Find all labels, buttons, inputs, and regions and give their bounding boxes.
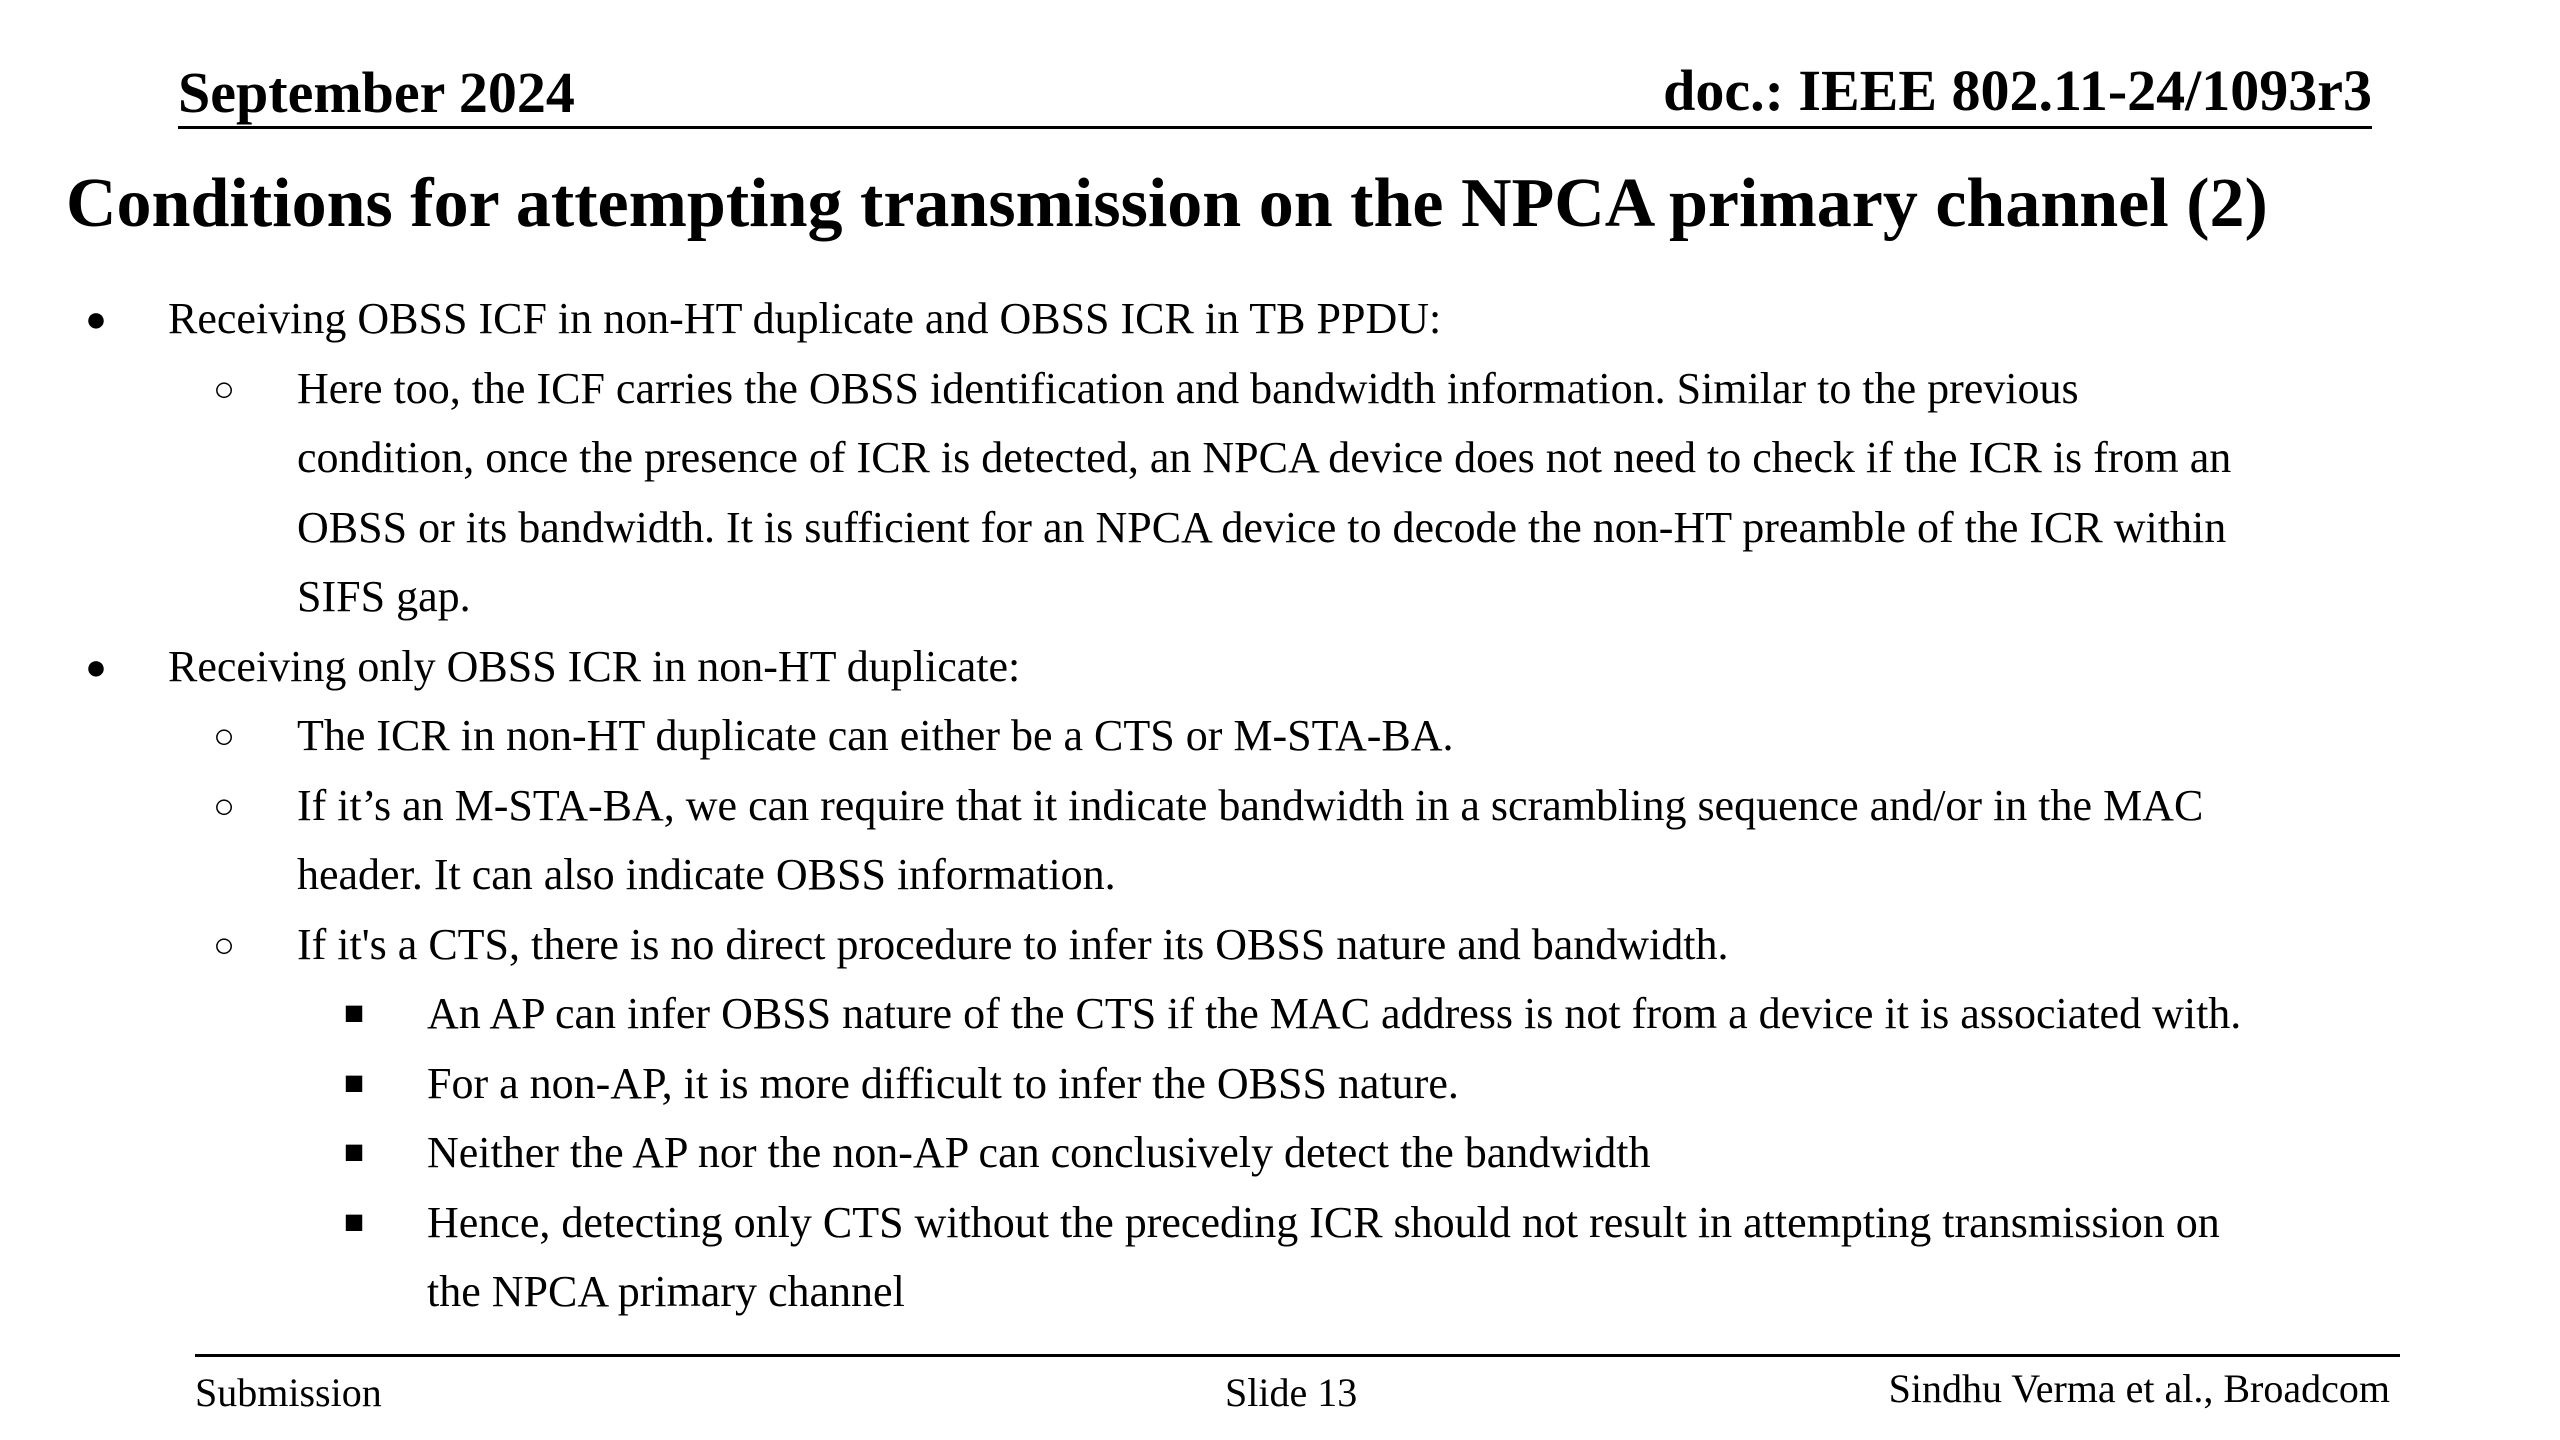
bullet-2-3-text: If it's a CTS, there is no direct procedure to infer its OBSS nature and bandwidth. xyxy=(297,920,1729,969)
header-divider xyxy=(178,126,2372,129)
bullet-2-3-2-text: For a non-AP, it is more difficult to infer the OBSS nature. xyxy=(427,1059,1459,1108)
slide-title: Conditions for attempting transmission on the NPCA primary channel (2) xyxy=(66,165,2268,242)
bullet-2-3-4-line-2: the NPCA primary channel xyxy=(427,1267,905,1316)
header-doc-id: doc.: IEEE 802.11-24/1093r3 xyxy=(1663,58,2372,123)
bullet-circle-icon: ○ xyxy=(213,786,235,826)
bullet-circle-icon: ○ xyxy=(213,369,235,409)
bullet-dot-icon: ● xyxy=(85,299,107,339)
bullet-square-icon: ■ xyxy=(343,1065,365,1102)
bullet-2-text: Receiving only OBSS ICR in non-HT duplicate: xyxy=(168,642,1021,691)
bullet-1-1-line-1: Here too, the ICF carries the OBSS identification and bandwidth information. Similar to the previous xyxy=(297,364,2079,413)
bullet-1-text: Receiving OBSS ICF in non-HT duplicate and OBSS ICR in TB PPDU: xyxy=(168,294,1442,343)
footer-divider xyxy=(195,1354,2400,1357)
header-date: September 2024 xyxy=(178,60,575,125)
footer-slide-number: Slide 13 xyxy=(1225,1370,1358,1415)
bullet-2-1-text: The ICR in non-HT duplicate can either be a CTS or M-STA-BA. xyxy=(297,711,1454,760)
bullet-1-1-line-4: SIFS gap. xyxy=(297,572,471,621)
bullet-1-1-line-3: OBSS or its bandwidth. It is sufficient for an NPCA device to decode the non-HT preamble of the ICR within xyxy=(297,503,2227,552)
bullet-2-3-4-line-1: Hence, detecting only CTS without the preceding ICR should not result in attempting transmission on xyxy=(427,1198,2220,1247)
footer-submission: Submission xyxy=(195,1370,382,1415)
bullet-circle-icon: ○ xyxy=(213,925,235,965)
bullet-2-3-3-text: Neither the AP nor the non-AP can conclusively detect the bandwidth xyxy=(427,1128,1651,1177)
footer-author: Sindhu Verma et al., Broadcom xyxy=(1888,1366,2390,1411)
bullet-1-1-line-2: condition, once the presence of ICR is detected, an NPCA device does not need to check if the ICR is from an xyxy=(297,433,2232,482)
bullet-square-icon: ■ xyxy=(343,995,365,1032)
bullet-2-2-line-2: header. It can also indicate OBSS information. xyxy=(297,850,1116,899)
bullet-square-icon: ■ xyxy=(343,1204,365,1241)
bullet-2-3-1-text: An AP can infer OBSS nature of the CTS if the MAC address is not from a device it is associated with. xyxy=(427,989,2242,1038)
bullet-dot-icon: ● xyxy=(85,647,107,687)
bullet-square-icon: ■ xyxy=(343,1134,365,1171)
bullet-circle-icon: ○ xyxy=(213,716,235,756)
bullet-2-2-line-1: If it’s an M-STA-BA, we can require that it indicate bandwidth in a scrambling sequence and/or in the MAC xyxy=(297,781,2204,830)
